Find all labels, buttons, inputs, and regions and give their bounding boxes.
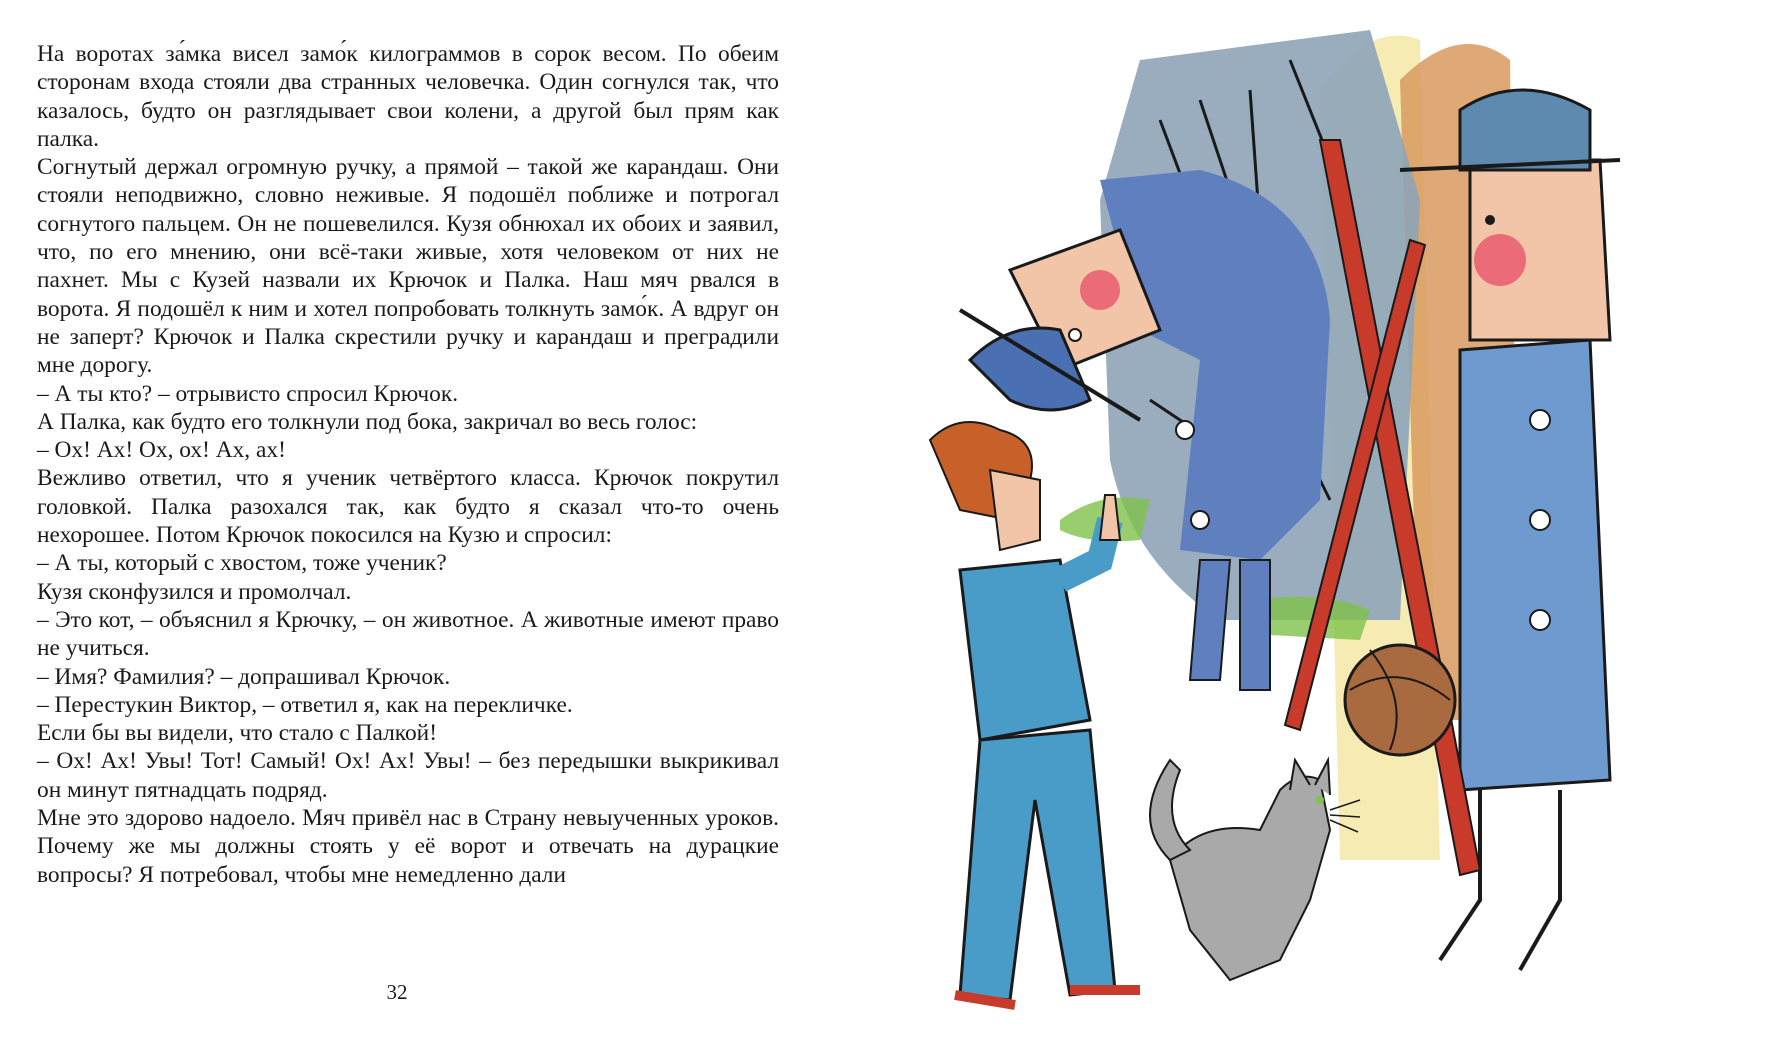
illustration-boy-cat-guards-icon — [900, 0, 1788, 1037]
paragraph: Если бы вы видели, что стало с Палкой! — [37, 720, 437, 747]
bent-man-eye — [1069, 329, 1081, 341]
upright-man-cheek — [1474, 234, 1526, 286]
paragraph: – Это кот, – объяснил я Крючку, – он животное. А животные имеют право не учиться. — [37, 606, 779, 662]
upright-man-eye — [1485, 215, 1495, 225]
page-number: 32 — [386, 980, 408, 1004]
bent-man-cheek — [1080, 270, 1120, 310]
coat-button — [1176, 421, 1194, 439]
paragraph: – Ох! Ах! Ох, ох! Ах, ах! — [37, 437, 286, 464]
coat-button — [1530, 610, 1550, 630]
paragraph: – Имя? Фамилия? – допрашивал Крючок. — [37, 663, 451, 690]
paragraph: А Палка, как будто его толкнули под бока, закричал во весь голос: — [37, 408, 698, 435]
boy-jeans — [960, 730, 1115, 1000]
paragraph: – А ты кто? – отрывисто спросил Крючок. — [37, 380, 459, 407]
paragraph: Кузя сконфузился и промолчал. — [37, 578, 352, 605]
ball — [1345, 645, 1455, 755]
cat-body — [1170, 777, 1330, 980]
paragraph: – Ох! Ах! Увы! Тот! Самый! Ох! Ах! Увы! – без передышки выкрикивал он минут пятнадцать подряд. — [37, 748, 779, 803]
cat-eye — [1316, 796, 1324, 804]
paragraph: Согнутый держал огромную ручку, а прямой – такой же карандаш. Они стояли неподвижно, словно неживые. Я подошёл поближе и потрогал согнутого пальцем. Он не пошевелился. Кузя обнюхал их обоих и заявил, что, по его мнению, они всё-таки живые, хотя человеком от них не пахнет. Мы с Кузей назвали их Крючок и Палка. Наш мяч рвался в ворота. Я подошёл к ним и хотел попробовать толкнуть замо́к. А вдруг он не заперт? Крючок и Палка скрестили ручку и карандаш и преградили мне дорогу. — [37, 154, 779, 379]
paragraph: – Перестукин Виктор, – ответил я, как на перекличке. — [37, 691, 573, 718]
story-text — [37, 40, 779, 889]
upright-man-coat — [1460, 340, 1610, 790]
coat-button — [1530, 410, 1550, 430]
boy-face — [990, 470, 1040, 550]
paragraph: – А ты, который с хвостом, тоже ученик? — [37, 550, 447, 577]
paragraph: На воротах за́мка висел замо́к килограммов в сорок весом. По обеим сторонам входа стояли два странных человечка. Один согнулся так, что казалось, будто он разглядывает свои колени, а другой был прям как палка. — [37, 41, 779, 152]
right-page — [900, 0, 1788, 1037]
coat-button — [1530, 510, 1550, 530]
coat-button — [1191, 511, 1209, 529]
upright-man-hat — [1460, 90, 1590, 170]
cat-tail — [1150, 760, 1190, 860]
paragraph: Мне это здорово надоело. Мяч привёл нас в Страну невыученных уроков. Почему же мы должны стоять у её ворот и отвечать на дурацкие вопросы? Я потребовал, чтобы мне немедленно дали — [37, 805, 779, 888]
paragraph: Вежливо ответил, что я ученик четвёртого класса. Крючок покрутил головкой. Палка разохался так, как будто я сказал что-то очень нехорошее. Потом Крючок покосился на Кузю и спросил: — [37, 465, 779, 549]
left-page — [0, 0, 890, 1037]
